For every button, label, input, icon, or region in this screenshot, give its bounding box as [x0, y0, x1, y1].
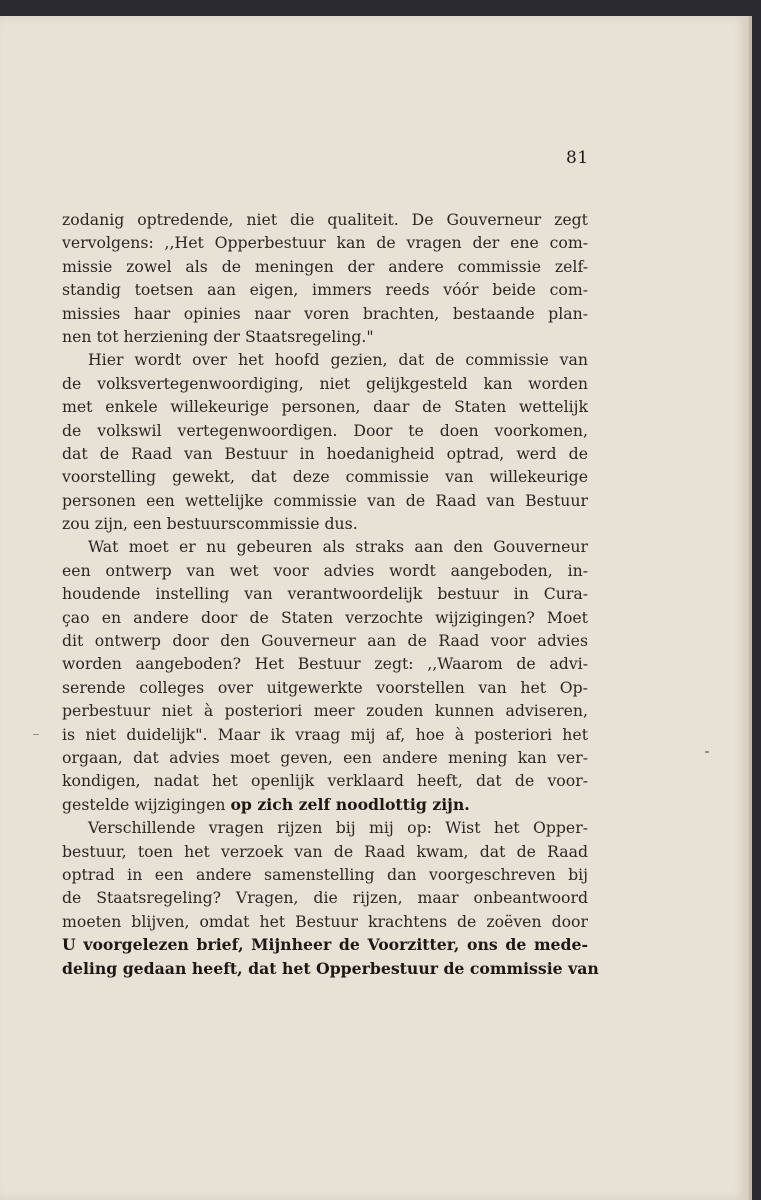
text-line: standig toetsen aan eigen, immers reeds vóór beide com-: [62, 280, 588, 300]
text-line: nen tot herziening der Staatsregeling.": [62, 326, 374, 346]
text-line: U voorgelezen brief, Mijnheer de Voorzitter, ons de mede-: [62, 935, 588, 955]
text-fragment: gestelde wijzigingen: [62, 794, 231, 814]
text-line: orgaan, dat advies moet geven, een andere mening kan ver-: [62, 747, 588, 767]
text-line: personen een wettelijke commissie van de Raad van Bestuur: [62, 490, 588, 510]
text-line: de volksvertegenwoordiging, niet gelijkgesteld kan worden: [62, 373, 588, 393]
text-line: Wat moet er nu gebeuren als straks aan den Gouverneur: [88, 537, 588, 557]
page-edge: [743, 16, 746, 1200]
text-line: perbestuur niet à posteriori meer zouden kunnen adviseren,: [62, 701, 588, 721]
text-line: de Staatsregeling? Vragen, die rijzen, maar onbeantwoord: [62, 888, 588, 908]
text-line: houdende instelling van verantwoordelijk bestuur in Cura-: [62, 584, 588, 604]
text-line: dat de Raad van Bestuur in hoedanigheid optrad, werd de: [62, 443, 588, 463]
text-line: missies haar opinies naar voren brachten, bestaande plan-: [62, 303, 588, 323]
text-line: zou zijn, een bestuurscommissie dus.: [62, 514, 358, 534]
text-line: bestuur, toen het verzoek van de Raad kwam, dat de Raad: [62, 841, 588, 861]
margin-mark: [705, 751, 709, 753]
text-line: moeten blijven, omdat het Bestuur krachtens de zoëven door: [62, 911, 588, 931]
page-number: 81: [566, 148, 589, 168]
bold-text: op zich zelf noodlottig zijn.: [230, 794, 470, 814]
text-line: optrad in een andere samenstelling dan voorgeschreven bij: [62, 864, 588, 884]
body-text: [62, 208, 599, 980]
text-line: is niet duidelijk". Maar ik vraag mij af, hoe à posteriori het: [62, 724, 588, 744]
book-page: [0, 16, 752, 1200]
text-line: worden aangeboden? Het Bestuur zegt: ,,Waarom de advi-: [62, 654, 588, 674]
text-line: Hier wordt over het hoofd gezien, dat de commissie van: [88, 350, 588, 370]
text-line: dit ontwerp door den Gouverneur aan de Raad voor advies: [62, 631, 588, 651]
text-line: een ontwerp van wet voor advies wordt aangeboden, in-: [62, 560, 588, 580]
text-line: çao en andere door de Staten verzochte wijzigingen? Moet: [62, 607, 588, 627]
text-line: met enkele willekeurige personen, daar de Staten wettelijk: [62, 397, 588, 417]
text-line: de volkswil vertegenwoordigen. Door te doen voorkomen,: [62, 420, 588, 440]
text-line-with-bold: [62, 793, 588, 816]
text-line: vervolgens: ,,Het Opperbestuur kan de vragen der ene com-: [62, 233, 588, 253]
text-line: kondigen, nadat het openlijk verklaard heeft, dat de voor-: [62, 771, 588, 791]
text-line: Verschillende vragen rijzen bij mij op: Wist het Opper-: [88, 818, 588, 838]
text-line: voorstelling gewekt, dat deze commissie van willekeurige: [62, 467, 588, 487]
text-line: missie zowel als de meningen der andere commissie zelf-: [62, 256, 588, 276]
text-line: deling gedaan heeft, dat het Opperbestuur de commissie van: [62, 958, 599, 978]
text-line: zodanig optredende, niet die qualiteit. De Gouverneur zegt: [62, 210, 588, 229]
text-line: serende colleges over uitgewerkte voorstellen van het Op-: [62, 677, 588, 697]
margin-mark: [33, 734, 39, 735]
